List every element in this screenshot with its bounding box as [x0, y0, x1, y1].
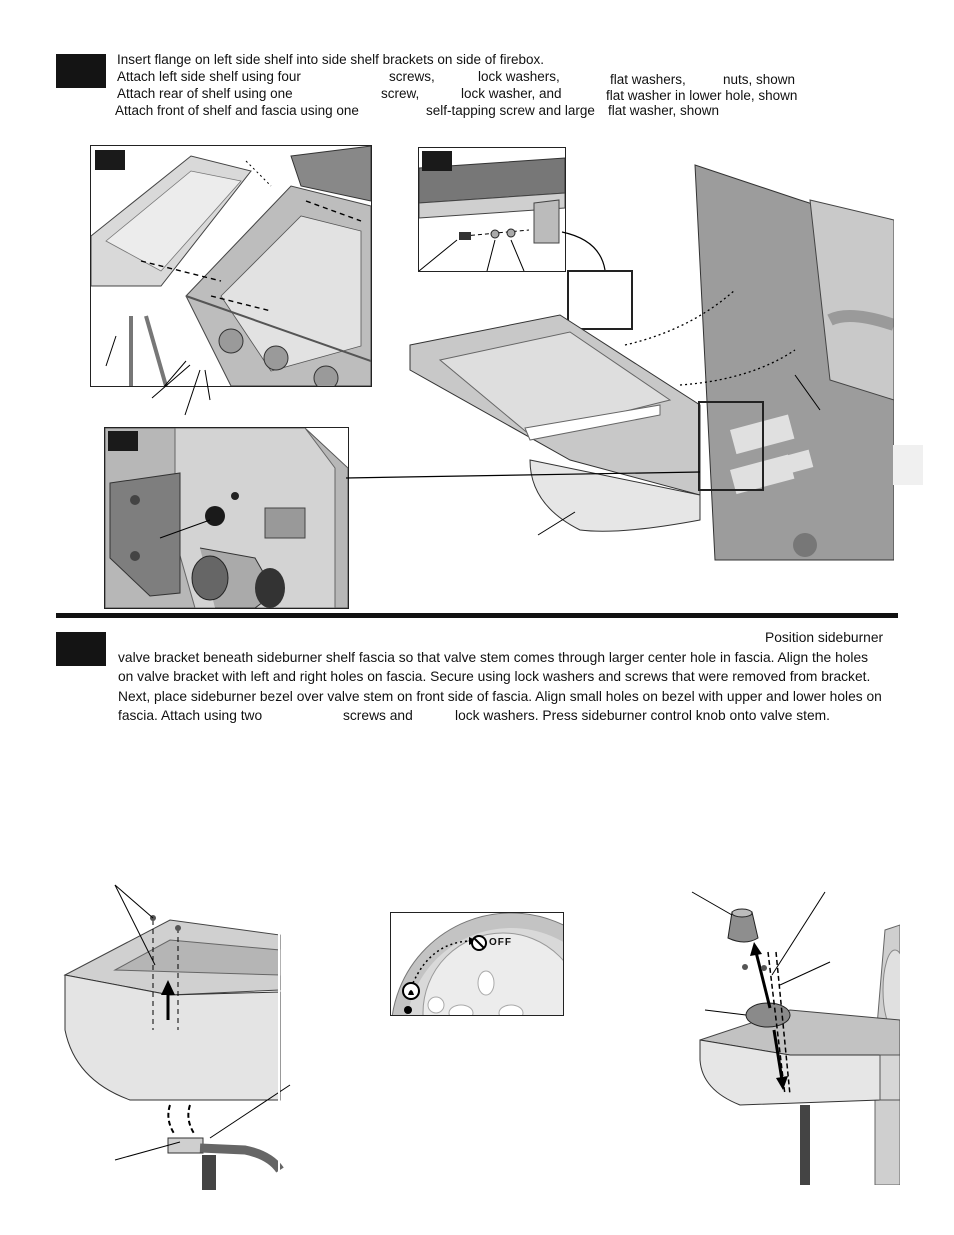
section-divider — [56, 613, 898, 618]
step1-line2-part-a: Attach left side shelf using four — [117, 69, 301, 84]
step1-line1: Insert flange on left side shelf into side shelf brackets on side of firebox. — [117, 52, 544, 67]
step1-line4-part-c: flat washer, shown — [608, 103, 720, 118]
edge-gray-tab — [893, 445, 923, 485]
detail-fascia-fastener-panel — [104, 427, 349, 609]
step2-line5-part-b: screws and — [343, 708, 413, 723]
step2-line5-part-c: lock washers. Press sideburner control knob onto valve stem. — [455, 708, 830, 723]
step1-line2-part-b: screws, — [389, 69, 435, 84]
detail-shelf-bracket-panel — [90, 145, 372, 387]
shelf-bracket-illustration — [91, 146, 371, 386]
side-shelf-main-illustration — [400, 160, 894, 570]
step-number-box-2 — [56, 632, 106, 666]
step1-line3-part-d: flat washer in lower hole, shown — [606, 88, 798, 103]
step1-line4-part-b: self-tapping screw and large — [426, 103, 595, 118]
left-illustration-edge — [278, 930, 280, 1185]
detail-tag — [94, 149, 126, 171]
step2-line5-part-a: fascia. Attach using two — [118, 708, 263, 723]
step2-line2: valve bracket beneath sideburner shelf fascia so that valve stem comes through larger center hole in fascia. Align the holes — [118, 650, 869, 665]
bezel-illustration — [391, 913, 563, 1015]
step1-line3-part-a: Attach rear of shelf using one — [117, 86, 293, 101]
knob-bezel-illustration — [690, 880, 900, 1185]
step2-line3: on valve bracket with left and right holes on fascia. Secure using lock washers and screws that were removed from bracket. — [118, 669, 871, 684]
step1-line2-part-e: nuts, shown — [723, 72, 796, 87]
detail-a-leader-lines — [150, 360, 240, 420]
step1-line3-part-c: lock washer, and — [461, 86, 562, 101]
step-number-box-1 — [56, 54, 106, 88]
step2-line4: Next, place sideburner bezel over valve stem on front side of fascia. Align small holes on bezel with upper and lower holes on — [118, 689, 882, 704]
step1-line2-part-d: flat washers, — [610, 72, 686, 87]
detail-tag — [108, 431, 138, 451]
step2-line1: Position sideburner — [765, 630, 884, 645]
bezel-detail-panel — [390, 912, 564, 1016]
step1-line4-part-a: Attach front of shelf and fascia using one — [115, 103, 359, 118]
valve-bracket-illustration — [60, 880, 295, 1190]
step1-line2-part-c: lock washers, — [478, 69, 560, 84]
bezel-off-label: OFF — [489, 937, 512, 948]
fascia-fastener-illustration — [105, 428, 348, 608]
detail-c-connector-line — [346, 470, 701, 482]
step1-line3-part-b: screw, — [381, 86, 420, 101]
callout-box-front — [698, 401, 764, 491]
